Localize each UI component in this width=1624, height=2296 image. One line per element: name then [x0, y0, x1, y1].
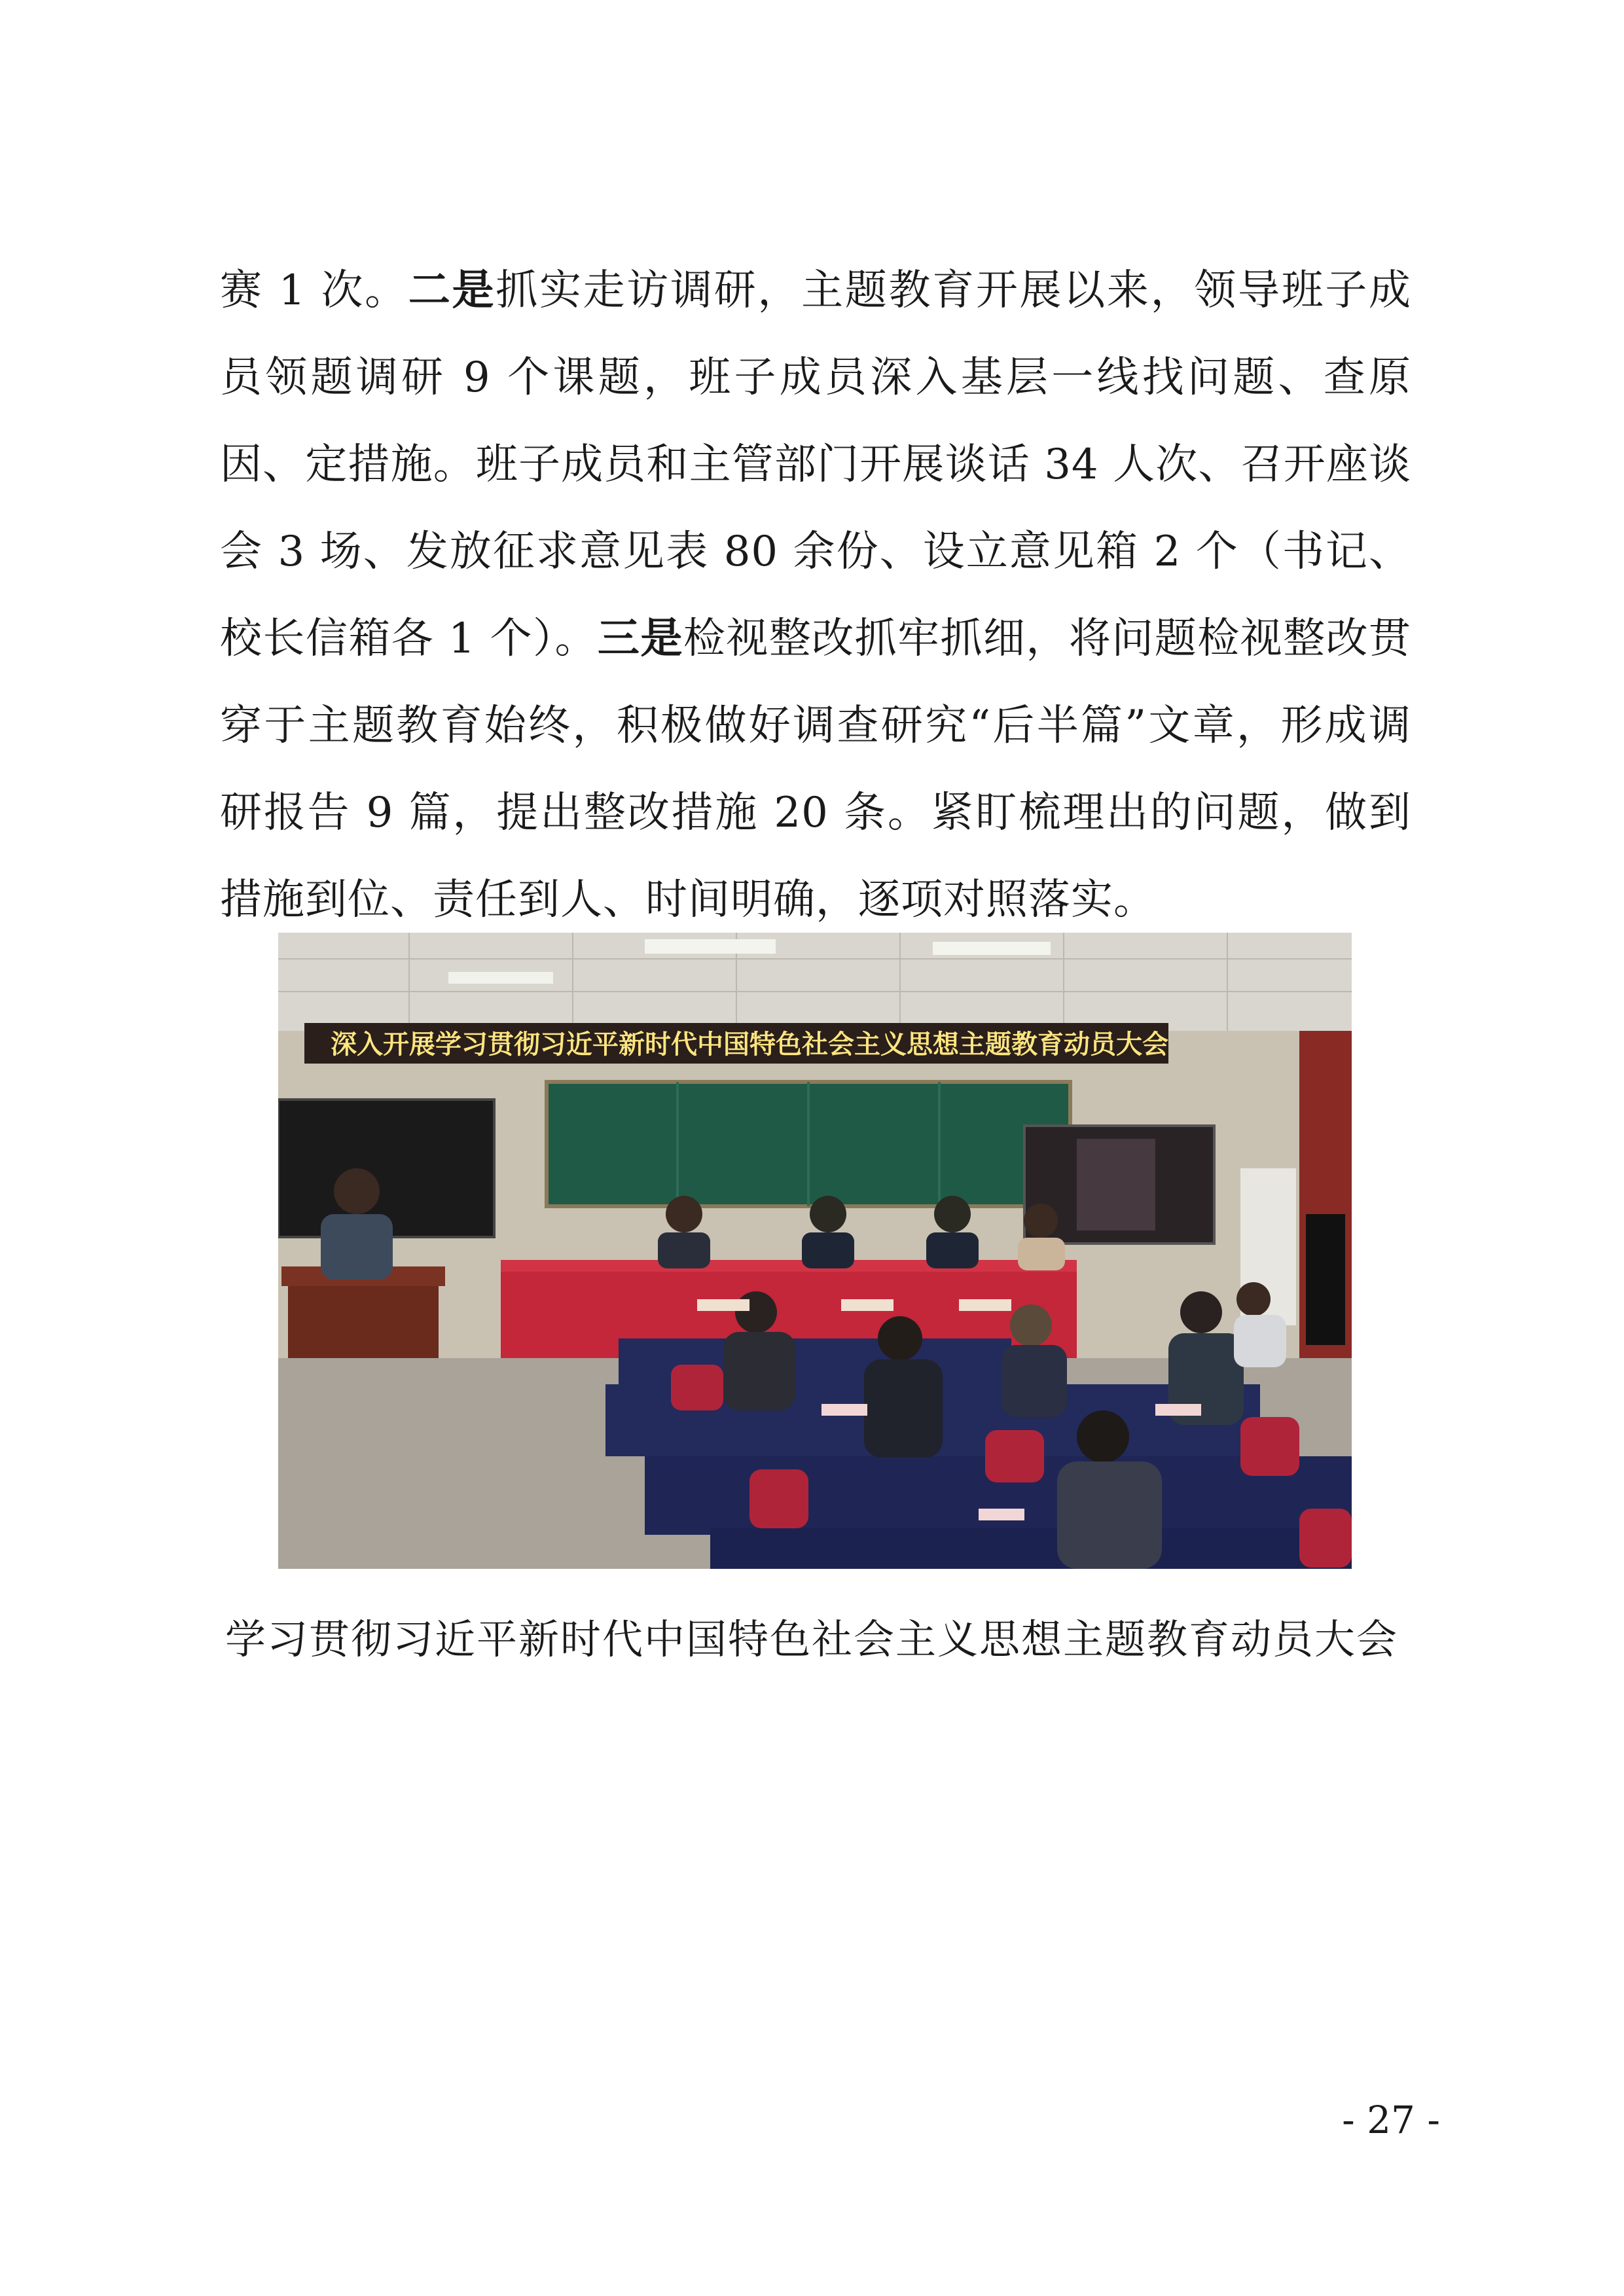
bold-lead-2: 二是 [408, 266, 496, 315]
banner-text: 深入开展学习贯彻习近平新时代中国特色社会主义思想主题教育动员大会 [331, 1030, 1168, 1060]
photo-caption: 学习贯彻习近平新时代中国特色社会主义思想主题教育动员大会 [225, 1615, 1398, 1663]
text-segment-3: 检视整改抓牢抓细，将问题检视整改贯穿于主题教育始终，积极做好调查研究“后半篇”文章，形成调研报告 9 篇，提出整改措施 20 条。紧盯梳理出的问题，做到措施到位、责任到人、时间明确，逐项对照落实。 [220, 615, 1412, 924]
bold-lead-3: 三是 [597, 615, 683, 663]
meeting-photo-illustration [278, 933, 1352, 1569]
meeting-photo [278, 933, 1352, 1569]
text-segment-2: 抓实走访调研，主题教育开展以来，领导班子成员领题调研 9 个课题，班子成员深入基层一线找问题、查原因、定措施。班子成员和主管部门开展谈话 34 人次、召开座谈会 3 场、发放征求意见表 80 余份、设立意见箱 2 个（书记、校长信箱各 1 个）。 [220, 266, 1412, 663]
page-number: - 27 - [1342, 2098, 1440, 2142]
body-paragraph [220, 247, 1411, 944]
text-segment-1: 赛 1 次。 [220, 266, 408, 315]
